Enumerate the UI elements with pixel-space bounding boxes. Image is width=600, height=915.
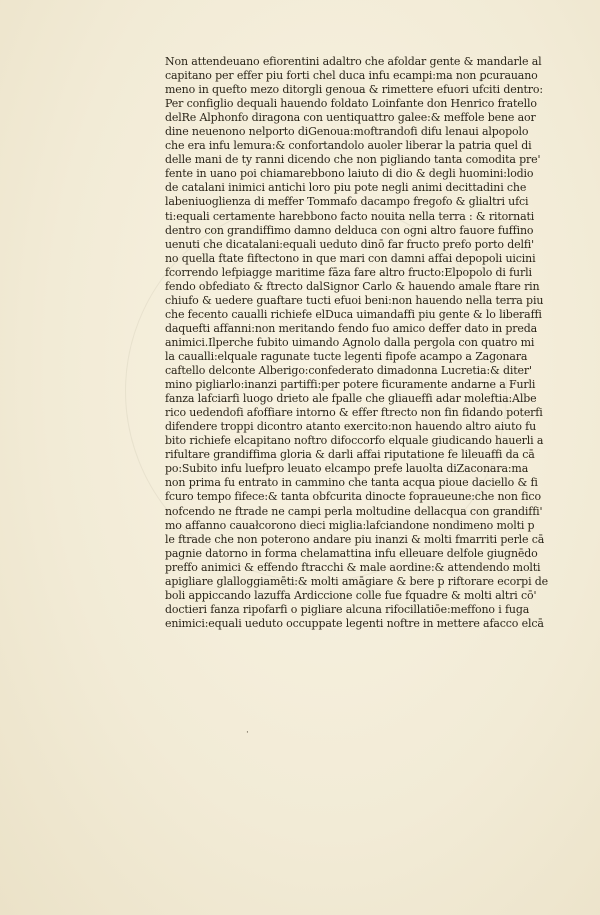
text-line: preffo animici & effendo ftracchi & male aordine:& attendendo molti xyxy=(165,560,541,574)
text-line: bito richiefe elcapitano noftro difoccorfo elquale giudicando hauerli a xyxy=(165,434,544,448)
text-line: no quella ftate fiftectono in que mari con damni affai depopoli uicini xyxy=(165,251,536,265)
text-line: che era infu lemura:& confortandolo auoler liberar la patria quel di xyxy=(165,139,532,153)
text-line: doctieri fanza ripofarfi o pigliare alcuna rifocillatiōe:meffono i fuga xyxy=(165,602,530,616)
text-line: rifultare grandiffima gloria & darli affai riputatione fe lileuaffi da cā xyxy=(165,448,535,462)
text-line: meno in quefto mezo ditorgli genoua & rimettere efuori ufciti dentro: xyxy=(165,83,543,97)
text-line: dine neuenono nelporto diGenoua:moftrandofi difu lenaui alpopolo xyxy=(165,125,529,139)
text-line: animici.Ilperche fubito uimando Agnolo dalla pergola con quatro mi xyxy=(165,335,535,349)
text-line: le ftrade che non poterono andare piu inanzi & molti fmarriti perle cā xyxy=(165,532,545,546)
text-line: apigliare glalloggiamēti:& molti amāgiare & bere p riftorare ecorpi de xyxy=(165,574,549,588)
text-line: dentro con grandiffimo damno delduca con ogni altro fauore fuffino xyxy=(165,223,534,237)
text-line: Non attendeuano efiorentini adaltro che afoldar gente & mandarle al xyxy=(165,55,542,68)
text-line: fcuro tempo fifece:& tanta obfcurita dinocte fopraueune:che non fico xyxy=(165,490,541,504)
text-line: chiufo & uedere guaftare tucti efuoi beni:non hauendo nella terra piu xyxy=(165,293,544,307)
text-line: de catalani inimici antichi loro piu pote negli animi decittadini che xyxy=(165,181,527,195)
text-line: capitano per effer piu forti chel duca infu ecampi:ma non ꝑcurauano xyxy=(165,69,538,83)
text-line: mino pigliarlo:inanzi partiffi:per potere ficuramente andarne a Furli xyxy=(165,378,536,392)
text-line: nofcendo ne ftrade ne campi perla moltudine dellacqua con grandiffi' xyxy=(165,504,543,518)
text-line: Per configlio dequali hauendo foldato Loinfante don Henrico fratello xyxy=(165,97,537,111)
text-line: uenuti che dicatalani:equali ueduto dinō far fructo prefo porto delfi' xyxy=(165,237,534,251)
text-line: po:Subito infu luefpro leuato elcampo prefe lauolta diZaconara:ma xyxy=(165,462,529,476)
text-line: rico uedendofi afoffiare intorno & effer ftrecto non fin fidando poterfi xyxy=(165,406,543,420)
text-line: difendere troppi dicontro atanto exercito:non hauendo altro aiuto fu xyxy=(165,420,537,434)
text-line: ti:equali certamente harebbono facto nouita nella terra : & ritornati xyxy=(165,209,535,223)
text-line: fendo obfediato & ftrecto dalSignor Carlo & hauendo amale ftare rin xyxy=(165,279,540,293)
end-mark: · xyxy=(246,728,249,738)
text-line: non prima fu entrato in cammino che tanta acqua pioue daciello & fi xyxy=(165,476,538,490)
text-line: mo affanno cauałcorono dieci miglia:lafciandone nondimeno molti p xyxy=(165,518,535,532)
text-line: enimici:equali ueduto occuppate legenti noftre in mettere afacco elcā xyxy=(165,616,544,630)
text-line: che fecento caualli richiefe elDuca uimandaffi piu gente & lo liberaffi xyxy=(165,307,542,321)
text-line: labeniuoglienza di meffer Tommafo dacampo fregofo & glialtri ufci xyxy=(165,195,529,209)
text-line: delRe Alphonfo diragona con uentiquattro galee:& meffole bene aor xyxy=(165,111,536,125)
text-line: daquefti affanni:non meritando fendo fuo amico deffer dato in preda xyxy=(165,321,538,335)
text-line: boli appiccando lazuffa Ardiccione colle fue fquadre & molti altri cō' xyxy=(165,588,537,602)
text-line: pagnie datorno in forma chelamattina infu elleuare delfole giugnēdo xyxy=(165,546,538,560)
text-line: fanza lafciarfi luogo drieto ale fpalle che gliaueffi adar moleftia:Albe xyxy=(165,392,537,406)
text-line: fente in uano poi chiamarebbono laiuto di dio & degli huomini:lodio xyxy=(165,167,534,181)
text-line: delle mani de ty ranni dicendo che non pigliando tanta comodita pre' xyxy=(165,153,541,167)
text-line: la caualli:elquale ragunate tucte legenti fipofe acampo a Zagonara xyxy=(165,349,528,363)
text-line: caftello delconte Alberigo:confederato dimadonna Lucretia:& diter' xyxy=(165,364,532,378)
text-line: fcorrendo lefpiagge maritime fāza fare altro fructo:Elpopolo di furli xyxy=(165,265,532,279)
text-column xyxy=(165,55,560,631)
